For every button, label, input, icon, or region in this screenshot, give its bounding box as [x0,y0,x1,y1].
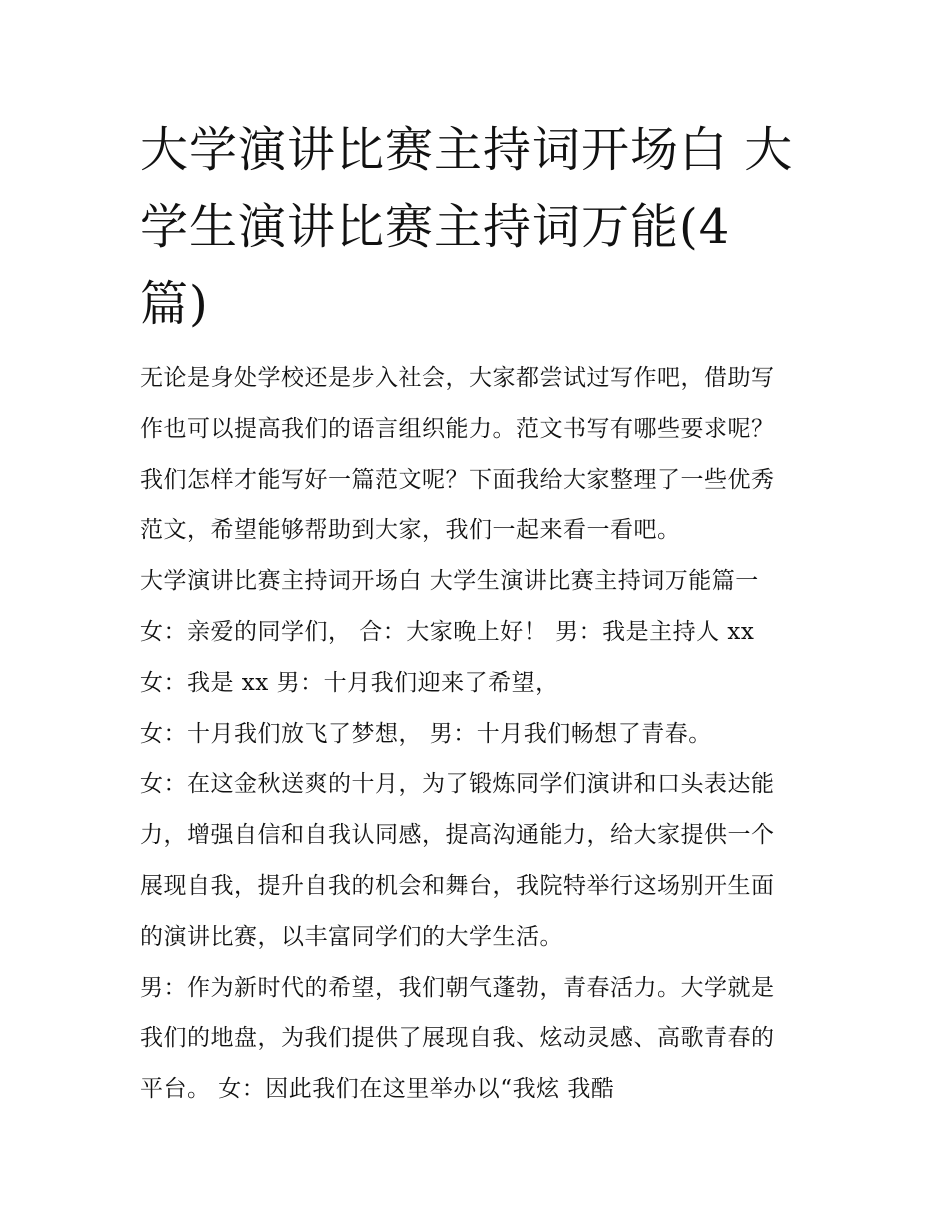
text-line: 女：在这金秋送爽的十月，为了锻炼同学们演讲和口头表达能 [140,771,775,798]
text-line: 力，增强自信和自我认同感，提高沟通能力，给大家提供一个 [140,822,775,849]
text-line: 男：作为新时代的希望，我们朝气蓬勃，青春活力。大学就是 [140,974,775,1001]
document-page [140,112,820,1115]
text-line: 我们的地盘，为我们提供了展现自我、炫动灵感、高歌青春的 [140,1025,775,1052]
text-line: 的演讲比赛，以丰富同学们的大学生活。 [140,923,563,950]
text-line: 作也可以提高我们的语言组织能力。范文书写有哪些要求呢？ [140,415,775,442]
document-title [140,112,820,343]
title-line: 大学演讲比赛主持词开场白 大 [140,122,794,178]
dialogue-paragraph [140,963,820,1115]
section-heading [140,556,820,607]
title-line: 学生演讲比赛主持词万能(4 [140,199,731,255]
text-line: 女：亲爱的同学们， 合：大家晚上好！ 男：我是主持人 xx [140,618,755,645]
dialogue-paragraph [140,759,820,962]
dialogue-paragraph [140,658,820,709]
title-line: 篇) [140,276,209,332]
text-line: 大学演讲比赛主持词开场白 大学生演讲比赛主持词万能篇一 [140,568,759,595]
text-line: 展现自我，提升自我的机会和舞台，我院特举行这场别开生面 [140,872,775,899]
dialogue-paragraph [140,607,820,658]
text-line: 平台。 女：因此我们在这里举办以“我炫 我酷 [140,1076,615,1103]
text-line: 无论是身处学校还是步入社会，大家都尝试过写作吧，借助写 [140,365,775,391]
text-line: 我们怎样才能写好一篇范文呢？下面我给大家整理了一些优秀 [140,466,775,493]
dialogue-paragraph [140,709,820,760]
text-line: 范文，希望能够帮助到大家，我们一起来看一看吧。 [140,517,681,544]
document-body [140,353,820,1115]
intro-paragraph [140,353,820,556]
text-line: 女：十月我们放飞了梦想， 男：十月我们畅想了青春。 [140,720,712,747]
text-line: 女：我是 xx 男：十月我们迎来了希望， [140,669,559,696]
